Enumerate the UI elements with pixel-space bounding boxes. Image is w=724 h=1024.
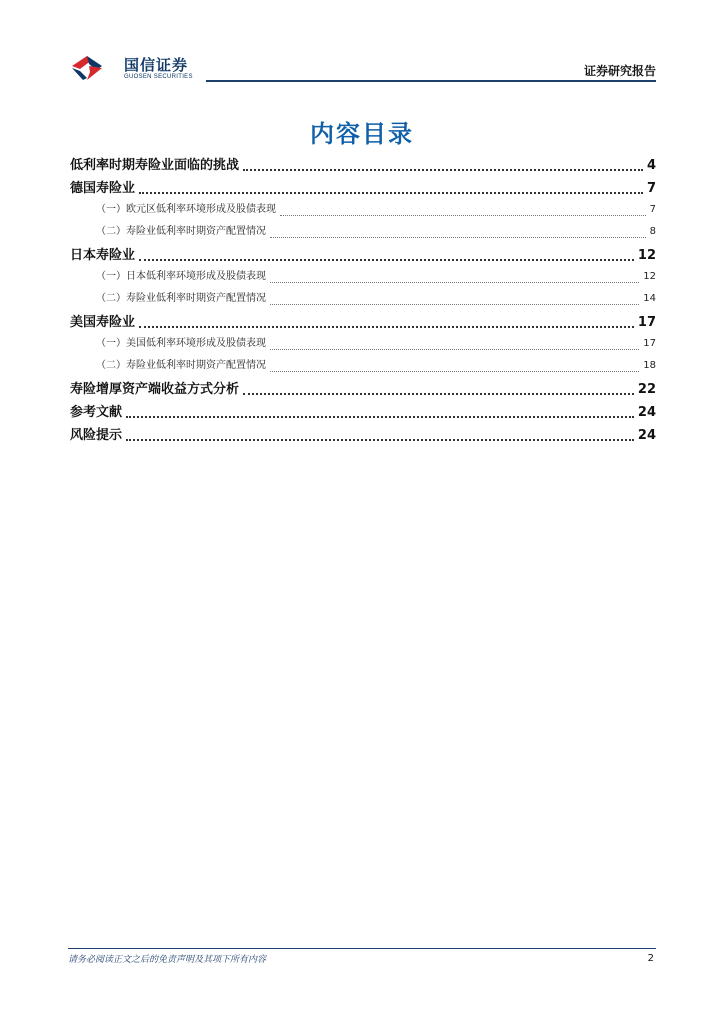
toc-leader-dots — [126, 439, 634, 441]
toc-subentry-label: （二）寿险业低利率时期资产配置情况 — [96, 360, 266, 371]
toc-entry-page: 22 — [637, 382, 656, 397]
toc-entry-label: 寿险增厚资产端收益方式分析 — [70, 382, 240, 397]
toc-leader-dots — [270, 349, 639, 350]
toc-leader-dots — [126, 416, 634, 418]
toc-leader-dots — [270, 237, 646, 238]
header-divider — [206, 80, 656, 82]
footer-divider — [68, 948, 656, 949]
toc-subentry[interactable] — [70, 200, 656, 222]
toc-subentry-page: 7 — [649, 204, 656, 215]
toc-entry-label: 参考文献 — [70, 405, 123, 420]
toc-subentry-page: 14 — [643, 293, 656, 304]
toc-subentry-label: （一）日本低利率环境形成及股债表现 — [96, 271, 266, 282]
toc-leader-dots — [243, 169, 643, 171]
table-of-contents — [70, 154, 656, 447]
toc-subentry-label: （一）欧元区低利率环境形成及股债表现 — [96, 204, 276, 215]
toc-title: 内容目录 — [310, 120, 414, 148]
toc-entry-page: 24 — [637, 405, 656, 420]
toc-entry-page: 7 — [646, 181, 656, 196]
toc-leader-dots — [270, 282, 639, 283]
toc-subentry[interactable] — [70, 356, 656, 378]
toc-entry-page: 24 — [637, 428, 656, 443]
toc-leader-dots — [280, 215, 646, 216]
toc-leader-dots — [139, 259, 634, 261]
page-number: 2 — [647, 953, 654, 964]
toc-entry[interactable] — [70, 424, 656, 447]
toc-entry-label: 低利率时期寿险业面临的挑战 — [70, 158, 240, 173]
toc-leader-dots — [270, 304, 639, 305]
toc-entry-label: 风险提示 — [70, 428, 123, 443]
logo-text-english: GUOSEN SECURITIES — [124, 74, 193, 80]
toc-entry-label: 日本寿险业 — [70, 248, 136, 263]
toc-entry[interactable] — [70, 177, 656, 200]
toc-subentry-page: 18 — [643, 360, 656, 371]
toc-entry-page: 4 — [646, 158, 656, 173]
page-header — [0, 0, 724, 90]
toc-entry[interactable] — [70, 378, 656, 401]
toc-entry-page: 12 — [637, 248, 656, 263]
toc-subentry-label: （一）美国低利率环境形成及股债表现 — [96, 338, 266, 349]
toc-subentry[interactable] — [70, 334, 656, 356]
toc-leader-dots — [270, 371, 639, 372]
toc-entry[interactable] — [70, 401, 656, 424]
footer-disclaimer: 请务必阅读正文之后的免责声明及其项下所有内容 — [68, 955, 267, 965]
toc-subentry-page: 17 — [643, 338, 656, 349]
guosen-logo-icon — [70, 52, 104, 82]
toc-entry-label: 德国寿险业 — [70, 181, 136, 196]
toc-subentry[interactable] — [70, 267, 656, 289]
toc-entry[interactable] — [70, 244, 656, 267]
toc-entry[interactable] — [70, 311, 656, 334]
toc-subentry[interactable] — [70, 289, 656, 311]
toc-subentry-label: （二）寿险业低利率时期资产配置情况 — [96, 293, 266, 304]
toc-subentry-label: （二）寿险业低利率时期资产配置情况 — [96, 226, 266, 237]
toc-entry[interactable] — [70, 154, 656, 177]
toc-leader-dots — [139, 192, 643, 194]
toc-subentry-page: 12 — [643, 271, 656, 282]
toc-leader-dots — [139, 326, 634, 328]
toc-leader-dots — [243, 393, 634, 395]
logo-text-chinese: 国信证券 — [124, 56, 189, 74]
toc-subentry-page: 8 — [649, 226, 656, 237]
toc-entry-label: 美国寿险业 — [70, 315, 136, 330]
report-type-label: 证券研究报告 — [583, 64, 656, 78]
toc-entry-page: 17 — [637, 315, 656, 330]
toc-subentry[interactable] — [70, 222, 656, 244]
